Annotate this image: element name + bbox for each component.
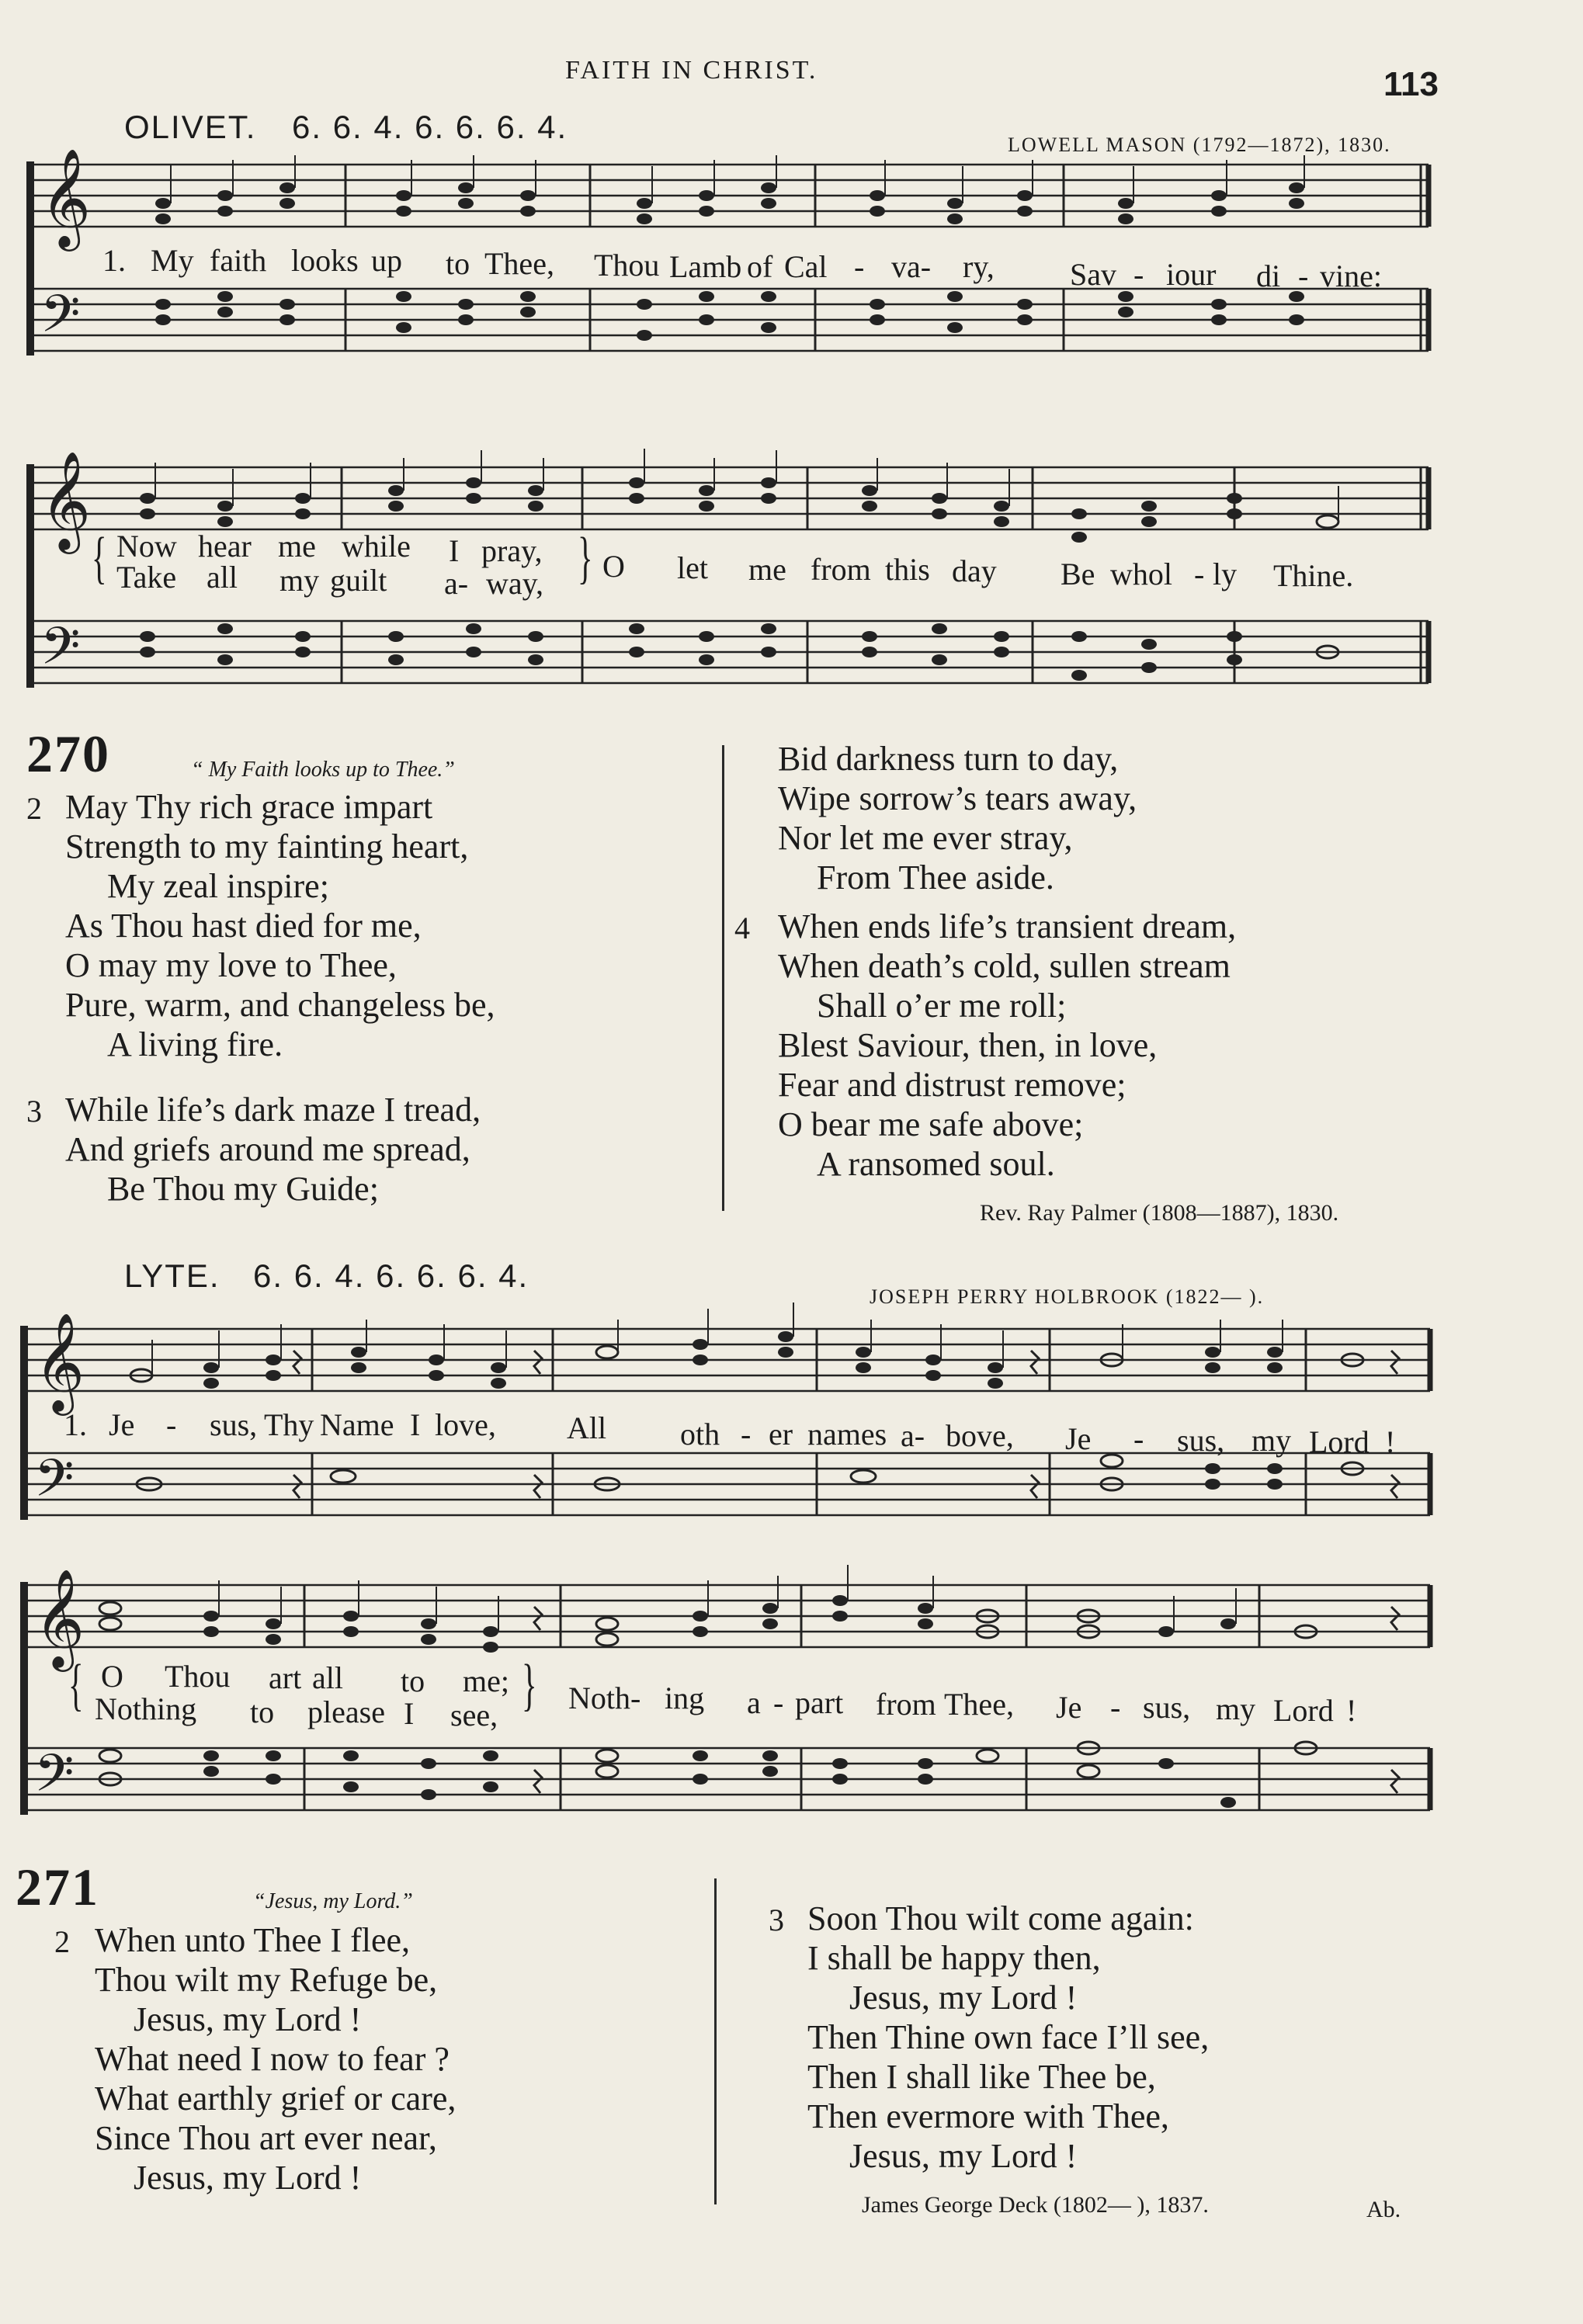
lyric-syllable: Je [1065, 1421, 1092, 1456]
verse-line: Strength to my fainting heart, [65, 827, 469, 865]
verse-line: A living fire. [107, 1025, 283, 1063]
bass-clef-icon: 𝄢 [34, 1448, 75, 1521]
lyric-syllable: O [101, 1659, 123, 1694]
verse-line: As Thou hast died for me, [65, 907, 422, 945]
verse-line: From Thee aside. [817, 858, 1054, 897]
lyric-syllable: whol [1110, 557, 1172, 591]
author-credit-271: James George Deck (1802— ), 1837. [862, 2192, 1209, 2218]
lyric-syllable: Be [1061, 557, 1095, 591]
verse-line: O bear me safe above; [778, 1105, 1084, 1143]
lyric-syllable: O [602, 549, 625, 584]
lyric-syllable: me [278, 529, 316, 564]
verse-line: Pure, warm, and changeless be, [65, 986, 495, 1024]
verse-line: My zeal inspire; [107, 867, 329, 905]
lyric-syllable: - [1194, 557, 1205, 591]
lyric-syllable: pray, [481, 533, 543, 568]
page-number: 113 [1383, 65, 1439, 103]
lyric-syllable: art [269, 1660, 302, 1695]
lyric-syllable: My [151, 243, 194, 278]
verse-line: Then Thine own face I’ll see, [807, 2018, 1210, 2056]
lyric-syllable: to [401, 1663, 425, 1698]
lyric-syllable: - [166, 1407, 177, 1442]
lyric-syllable: Je [1056, 1690, 1082, 1725]
bass-clef-icon: 𝄢 [34, 1743, 75, 1816]
lyric-syllable: Nothing [95, 1691, 197, 1726]
lyric-syllable: looks [291, 243, 359, 278]
verse-line: What earthly grief or care, [95, 2079, 457, 2118]
lyric-syllable: my [1216, 1691, 1256, 1726]
lyric-syllable: day [952, 553, 997, 588]
lyric-syllable: All [567, 1410, 607, 1445]
verse-line: Wipe sorrow’s tears away, [778, 779, 1137, 817]
lyric-syllable: from [811, 552, 871, 587]
verse-number: 2 [26, 791, 42, 826]
verse-line: Then I shall like Thee be, [807, 2058, 1156, 2096]
lyric-syllable: see, [450, 1698, 498, 1733]
lyric-syllable: to [250, 1694, 275, 1729]
verse-line: Jesus, my Lord ! [849, 2137, 1078, 2175]
verse-line: A ransomed soul. [817, 1145, 1055, 1183]
lyric-syllable: my [279, 563, 320, 598]
lyric-syllable: Cal [784, 249, 828, 284]
lyric-syllable: I [410, 1407, 421, 1442]
lyric-syllable: ry, [963, 249, 995, 284]
lyric-syllable: - [1110, 1690, 1121, 1725]
tune-meter-lyte: 6. 6. 4. 6. 6. 6. 4. [253, 1257, 529, 1294]
lyric-syllable: of [747, 249, 773, 284]
staff-treble [25, 1329, 1430, 1391]
verse-line: Fear and distrust remove; [778, 1066, 1126, 1104]
lyric-syllable: I [404, 1696, 415, 1731]
staff-treble [25, 1585, 1430, 1647]
verse-line: Jesus, my Lord ! [134, 2000, 362, 2038]
lyric-syllable: - [1298, 258, 1309, 293]
lyric-syllable: part [795, 1685, 844, 1720]
lyric-syllable: ! [1346, 1693, 1357, 1728]
verse-line: What need I now to fear ? [95, 2040, 450, 2078]
lyric-syllable: hear [198, 529, 252, 564]
verse-number: 4 [734, 911, 750, 945]
lyric-syllable: Thee, [484, 246, 554, 281]
verse-line: Blest Saviour, then, in love, [778, 1026, 1158, 1064]
verse-line: Bid darkness turn to day, [778, 740, 1119, 778]
verse-line: And griefs around me spread, [65, 1130, 470, 1168]
lyric-syllable: Thine. [1273, 558, 1354, 593]
verse-line: Nor let me ever stray, [778, 819, 1073, 857]
lyric-syllable: guilt [330, 563, 387, 598]
lyric-syllable: Name [320, 1407, 394, 1442]
lyric-syllable: Now [116, 529, 177, 564]
treble-clef-icon: 𝄞 [34, 1568, 85, 1667]
verse-line: When unto Thee I flee, [95, 1921, 411, 1959]
hymn-subtitle-271: “Jesus, my Lord.” [253, 1889, 413, 1913]
verse-line: Shall o’er me roll; [817, 987, 1067, 1025]
lyric-syllable: bove, [946, 1418, 1014, 1453]
lyric-syllable: er [769, 1417, 793, 1452]
verse-number: 3 [26, 1094, 42, 1129]
lyric-verse-number: 1. [102, 243, 126, 278]
lyric-syllable: names [807, 1417, 887, 1452]
verse-line: Jesus, my Lord ! [849, 1979, 1078, 2017]
lyric-syllable: di [1256, 258, 1281, 293]
staff-treble [31, 467, 1429, 529]
lyric-syllable: sus, [210, 1407, 258, 1442]
verse-line: May Thy rich grace impart [65, 788, 433, 826]
lyric-syllable: all [312, 1660, 343, 1695]
lyric-syllable: vine: [1320, 258, 1382, 293]
verse-line: Soon Thou wilt come again: [807, 1899, 1194, 1937]
tune-meter-olivet: 6. 6. 4. 6. 6. 6. 4. [292, 109, 568, 145]
verse-line: Be Thou my Guide; [107, 1170, 379, 1208]
lyric-syllable: Take [116, 560, 177, 595]
verse-number: 3 [769, 1903, 784, 1937]
brace-right: { [521, 1653, 537, 1717]
notes [99, 1595, 1317, 1808]
lyric-syllable: Je [109, 1407, 135, 1442]
lyric-syllable: up [371, 243, 402, 278]
stems [152, 1302, 1283, 1375]
lyric-syllable: sus, [1143, 1690, 1191, 1725]
hymn-subtitle-270: “ My Faith looks up to Thee.” [191, 758, 455, 782]
lyric-syllable: oth [680, 1417, 720, 1452]
verse-line: I shall be happy then, [807, 1939, 1101, 1977]
lyric-syllable: - [1133, 257, 1144, 292]
lyric-syllable: me [748, 552, 786, 587]
running-header: FAITH IN CHRIST. [565, 56, 818, 85]
bass-clef-icon: 𝄢 [40, 284, 81, 356]
treble-clef-icon: 𝄞 [34, 1312, 85, 1411]
lyric-syllable: va- [891, 249, 932, 284]
source-mark: Ab. [1366, 2197, 1401, 2222]
lyric-syllable: Sav [1070, 257, 1116, 292]
lyric-syllable: faith [210, 243, 267, 278]
tune-name-lyte: LYTE. [124, 1257, 220, 1294]
verse-line: Since Thou art ever near, [95, 2119, 437, 2157]
lyric-syllable: iour [1166, 257, 1217, 292]
lyric-syllable: ing [665, 1681, 705, 1715]
lyric-syllable: Noth- [568, 1681, 641, 1715]
lyric-syllable: sus, [1177, 1423, 1225, 1458]
lyric-syllable: love, [435, 1407, 496, 1442]
staff-bass [25, 1748, 1430, 1810]
lyric-syllable: all [207, 560, 238, 595]
composer-olivet: LOWELL MASON (1792—1872), 1830. [1008, 134, 1391, 156]
lyric-syllable: let [677, 550, 708, 585]
lyric-syllable: from [876, 1687, 936, 1722]
lyric-syllable: a [747, 1685, 761, 1720]
composer-lyte: JOSEPH PERRY HOLBROOK (1822— ). [870, 1285, 1265, 1308]
brace-right: { [577, 526, 593, 590]
lyric-syllable: this [885, 552, 930, 587]
brace-left: { [92, 526, 107, 590]
lyric-syllable: - [741, 1417, 752, 1452]
staff-bass [31, 621, 1429, 683]
lyric-syllable: Thou [594, 248, 660, 283]
bass-clef-icon: 𝄢 [40, 616, 81, 689]
lyric-syllable: Thou [165, 1659, 231, 1694]
lyric-syllable: ly [1213, 557, 1238, 591]
column-divider [722, 745, 724, 1211]
lyric-syllable: ! [1385, 1424, 1396, 1459]
hymn-number-270: 270 [26, 724, 110, 783]
brace-left: { [68, 1653, 84, 1717]
lyric-syllable: Thy [264, 1407, 314, 1442]
lyric-syllable: please [307, 1694, 385, 1729]
author-credit-270: Rev. Ray Palmer (1808—1887), 1830. [980, 1200, 1339, 1226]
verse-line: Jesus, my Lord ! [134, 2159, 362, 2197]
verse-line: When death’s cold, sullen stream [778, 947, 1231, 985]
lyric-syllable: - [773, 1685, 784, 1720]
lyric-syllable: Lord [1309, 1424, 1370, 1459]
treble-clef-icon: 𝄞 [40, 450, 92, 550]
hymn-number-271: 271 [16, 1857, 99, 1916]
lyric-syllable: I [449, 533, 460, 568]
verse-line: Thou wilt my Refuge be, [95, 1961, 438, 1999]
treble-clef-icon: 𝄞 [40, 147, 92, 247]
verse-line: While life’s dark maze I tread, [65, 1091, 481, 1129]
verse-number: 2 [54, 1924, 70, 1959]
lyric-syllable: a- [444, 566, 469, 601]
lyric-syllable: - [1133, 1421, 1144, 1456]
tune-name-olivet: OLIVET. [124, 109, 257, 145]
verse-line: O may my love to Thee, [65, 946, 397, 984]
column-divider [714, 1878, 717, 2204]
stems [155, 449, 1338, 522]
lyric-syllable: while [342, 529, 411, 564]
lyric-syllable: - [854, 249, 865, 284]
lyric-syllable: a- [901, 1418, 925, 1453]
lyric-syllable: Lord [1273, 1693, 1334, 1728]
lyric-syllable: to [446, 246, 470, 281]
lyric-syllable: Lamb [669, 249, 742, 284]
lyric-syllable: Thee, [944, 1687, 1014, 1722]
lyric-syllable: my [1251, 1423, 1292, 1458]
lyric-syllable: way, [486, 566, 544, 601]
lyric-verse-number: 1. [64, 1407, 87, 1442]
notes [130, 1331, 1363, 1490]
verse-line: When ends life’s transient dream, [778, 907, 1237, 945]
verse-line: Then evermore with Thee, [807, 2097, 1169, 2135]
lyric-syllable: me; [463, 1663, 509, 1698]
